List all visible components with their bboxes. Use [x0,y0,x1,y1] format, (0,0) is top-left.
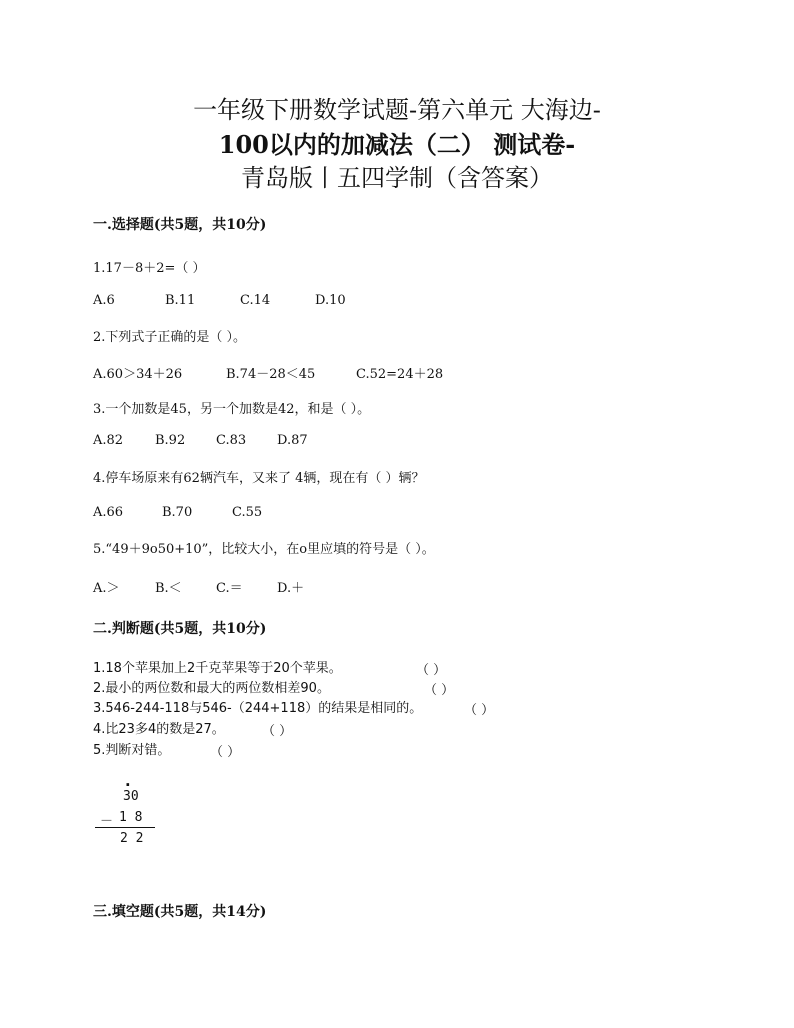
option: C.55 [232,505,263,520]
option: A.82 [93,433,124,448]
difference: 2 2 [120,831,144,846]
question-text: 5.“49＋9o50+10”，比较大小，在o里应填的符号是（ ）。 [93,542,435,557]
section-heading-choice: 一.选择题(共5题，共10分) [93,217,267,233]
judgement-item: 5.判断对错。 [93,743,171,758]
option: C.52=24＋28 [356,367,444,382]
question-text: 1.17－8＋2=（ ） [93,261,206,276]
question-text: 4.停车场原来有62辆汽车，又来了 4辆，现在有（ ）辆？ [93,471,425,486]
option: B.70 [162,505,193,520]
answer-paren: （ ） [416,663,447,678]
option: D.87 [277,433,308,448]
subtrahend: 1 8 [119,810,143,825]
option: C.＝ [216,581,243,596]
option: C.14 [240,293,271,308]
option: A.66 [93,505,124,520]
answer-paren: （ ） [262,724,293,739]
option: B.11 [165,293,196,308]
doc-title-line3: 青岛版丨五四学制（含答案） [241,164,553,192]
option: B.＜ [155,581,182,596]
judgement-item: 1.18个苹果加上2千克苹果等于20个苹果。 [93,661,342,676]
section-heading-judgement: 二.判断题(共5题，共10分) [93,621,267,637]
judgement-item: 3.546-244-118与546-（244+118）的结果是相同的。 [93,701,423,716]
judgement-item: 2.最小的两位数和最大的两位数相差90。 [93,681,330,696]
option: A.＞ [93,581,120,596]
calc-rule [95,827,155,828]
minuend: 30 [123,789,139,804]
option: D.＋ [277,581,305,596]
option: B.92 [155,433,186,448]
judgement-item: 4.比23多4的数是27。 [93,722,225,737]
option: C.83 [216,433,247,448]
answer-paren: （ ） [210,745,241,760]
section-heading-fill: 三.填空题(共5题，共14分) [93,904,267,920]
carry-dot: · [123,775,133,794]
minus-sign: － [100,814,114,829]
answer-paren: （ ） [424,683,455,698]
option: D.10 [315,293,346,308]
doc-title-line2: 100以内的加减法（二） 测试卷- [218,130,576,159]
option: A.60＞34＋26 [93,367,183,382]
question-text: 3.一个加数是45，另一个加数是42，和是（ ）。 [93,402,371,417]
question-text: 2.下列式子正确的是（ ）。 [93,330,247,345]
answer-paren: （ ） [464,703,495,718]
option: A.6 [93,293,115,308]
option: B.74－28＜45 [226,367,316,382]
doc-title-line1: 一年级下册数学试题-第六单元 大海边- [193,96,601,124]
